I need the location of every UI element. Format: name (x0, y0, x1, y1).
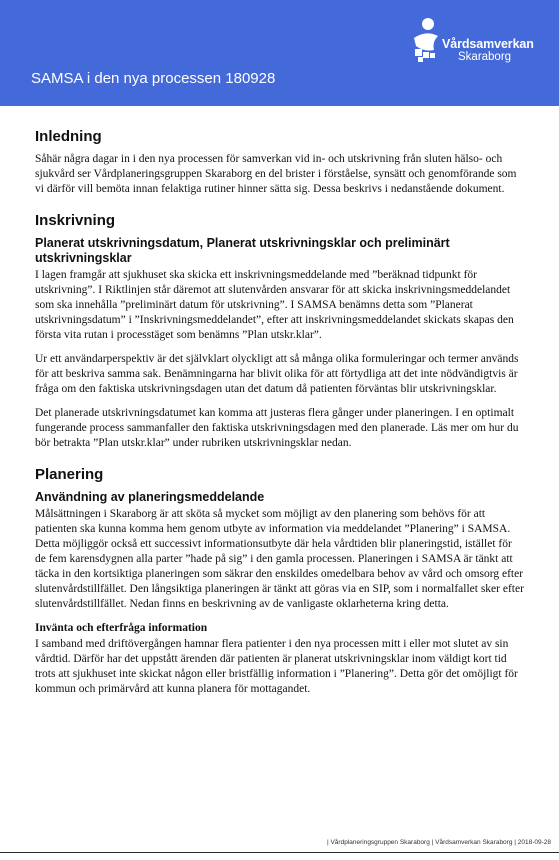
logo-subtitle: Skaraborg (458, 51, 512, 63)
heading-inledning: Inledning (35, 128, 102, 145)
logo-name: Vårdsamverkan (442, 37, 534, 51)
subheading-invanta-information: Inväntа och efterfråga information (35, 622, 208, 634)
paragraph: Det planerade utskrivningsdatumet kan komma att justeras flera gånger under planeringen. I en optimalt fungerande process sammanfaller den faktiska utskrivningsdagen med den planerade. Läs mer om hur du bör betrakta ”Plan utskr.klar” under rubriken utskrivningsklar nedan. (35, 407, 519, 449)
document-body (35, 128, 525, 706)
paragraph: I samband med driftövergången hamnar flera patienter i den nya processen mitt i eller mot slutet av sin vårdtid. Därför har det uppstått ärenden där patienten är planerat utskrivningsklar inom väldigt kort tid trots att sjukhuset inte skickat någon eller bristfällig information i ”Planering”. Detta gör det omöjligt för kommun och primärvård att kunna planera för mottagandet. (35, 638, 518, 695)
document-title: SAMSA i den nya processen 180928 (31, 70, 276, 87)
vardsamverkan-logo (412, 16, 552, 66)
page-footer: | Vårdplaneringsgruppen Skaraborg | Vårdsamverkan Skaraborg | 2018-09-28 (326, 839, 551, 846)
heading-planering: Planering (35, 466, 104, 483)
header-banner (0, 0, 559, 106)
subheading-utskrivningsdatum: Planerat utskrivningsdatum, Planerat utskrivningsklar och preliminärt utskrivningsklar (35, 236, 450, 265)
paragraph: I lagen framgår att sjukhuset ska skicka ett inskrivningsmeddelande med ”beräknad tidpunkt för utskrivning”. I Riktlinjen står däremot att slutenvården ansvarar för att skicka inskrivningsmeddelandet som ska innehålla ”preliminärt datum för utskrivning”. I SAMSA benämns detta som ”Planerat utskrivningsdatum” i ”Inskrivningsmeddelandet”, efter att inskrivningsmeddelandet skickats skapas den första vita rutan i processtäget som benämns ”Plan utskr.klar”. (35, 269, 514, 341)
paragraph: Såhär några dagar in i den nya processen för samverkan vid in- och utskrivning från sluten hälso- och sjukvård ser Vårdplaneringsgruppen Skaraborg en del brister i förståelse, synsätt och genomförande som vi därför vill bemöta innan felaktiga rutiner hinner sätta sig. Dessa beskrivs i nedanstående dokument. (35, 153, 517, 195)
paragraph: Ur ett användarperspektiv är det självklart olyckligt att så många olika formuleringar och termer används för att beskriva samma sak. Benämningarna har blivit olika för att förtydliga att det inte nödvändigtvis är fråga om den faktiska utskrivningsdagen utan det datum då patienten förväntas blir utskrivningsklar. (35, 353, 519, 395)
subheading-planeringsmeddelande: Användning av planeringsmeddelande (35, 490, 265, 504)
footer-rule (0, 852, 559, 853)
heading-inskrivning: Inskrivning (35, 212, 116, 229)
paragraph: Målsättningen i Skaraborg är att sköta så mycket som möjligt av den planering som behövs för att patienten ska kunna komma hem genom utbyte av information via meddelandet ”Planering” i SAMSA. Detta möjliggör också ett successivt informationsutbyte där hela vårdtiden blir planeringstid, istället för de fem karensdygnen alla parter ”hade på sig” i den gamla processen. Planeringen i SAMSA är tänkt att täcka in den kortsiktiga planeringen som säkrar den enskildes omedelbara behov av vård och omsorg efter slutenvårdstillfället. Den långsiktiga planeringen är tänkt att göras via en SIP, som i normalfallet sker efter slutenvårdstillfället. Nedan finns en beskrivning av de vanligaste oklarheterna kring detta. (35, 508, 524, 610)
